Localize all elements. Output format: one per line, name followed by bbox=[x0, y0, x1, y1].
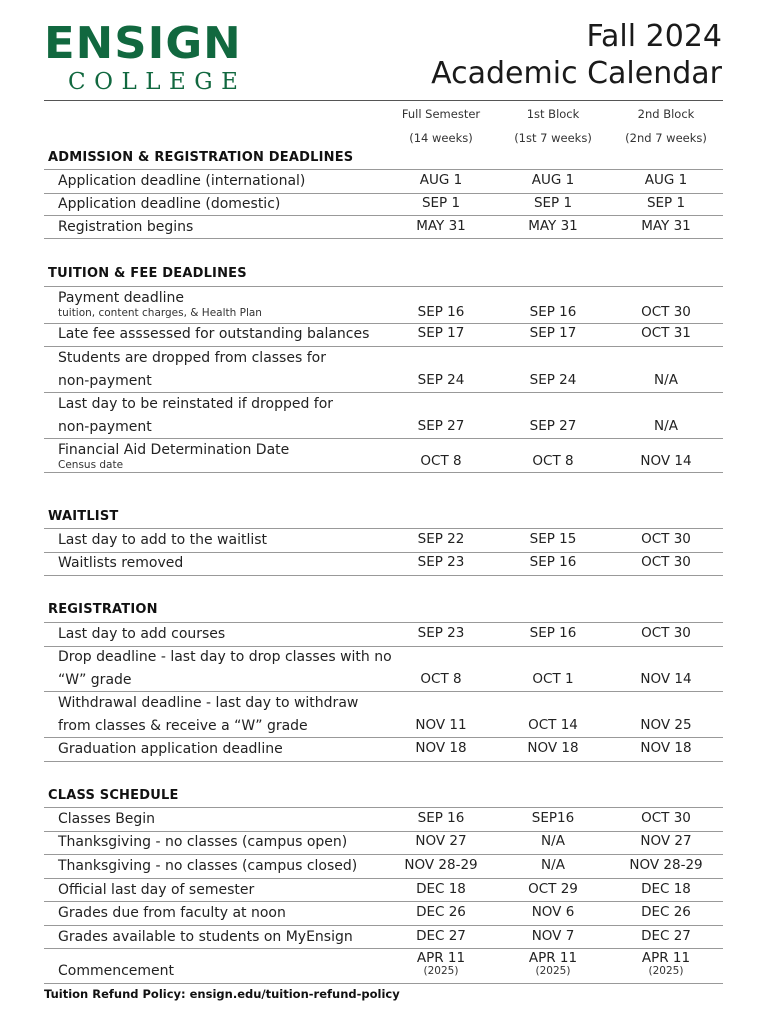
row-label: Official last day of semester bbox=[58, 882, 255, 898]
cell-2nd-block: NOV 18 bbox=[640, 740, 692, 756]
row-label-main: Financial Aid Determination Date bbox=[58, 442, 290, 458]
cell-full-semester: DEC 18 bbox=[416, 881, 466, 897]
section-title-waitlist: WAITLIST bbox=[48, 509, 119, 524]
cell-1st-block: MAY 31 bbox=[528, 218, 578, 234]
column-weeks: (1st 7 weeks) bbox=[514, 131, 592, 145]
row-label bbox=[58, 347, 326, 393]
cell-1st-block: SEP 16 bbox=[529, 625, 577, 641]
cell-year: (2025) bbox=[648, 965, 684, 977]
row-label: Grades due from faculty at noon bbox=[58, 905, 286, 921]
row-label: Application deadline (domestic) bbox=[58, 196, 281, 212]
cell-full-semester: OCT 8 bbox=[420, 453, 462, 469]
row-label bbox=[58, 692, 358, 738]
column-name: 2nd Block bbox=[637, 107, 695, 121]
cell-2nd-block: AUG 1 bbox=[644, 172, 688, 188]
cell-2nd-block: DEC 18 bbox=[641, 881, 691, 897]
table-row bbox=[44, 692, 723, 738]
cell-2nd-block: NOV 14 bbox=[640, 671, 692, 687]
cell-1st-block: SEP16 bbox=[531, 810, 575, 826]
cell-1st-block: AUG 1 bbox=[531, 172, 575, 188]
cell-1st-block: SEP 1 bbox=[533, 195, 573, 211]
title-term: Fall 2024 bbox=[586, 19, 722, 54]
cell-2nd-block: OCT 30 bbox=[641, 304, 691, 320]
cell-1st-block: NOV 18 bbox=[527, 740, 579, 756]
cell-year: (2025) bbox=[535, 965, 571, 977]
cell-full-semester: SEP 16 bbox=[417, 810, 465, 826]
cell-2nd-block: DEC 26 bbox=[641, 904, 691, 920]
cell-full-semester: SEP 17 bbox=[417, 325, 465, 341]
cell-full-semester: SEP 1 bbox=[421, 195, 461, 211]
table-row bbox=[44, 738, 723, 762]
cell-full-semester: MAY 31 bbox=[416, 218, 466, 234]
row-label-line1: Drop deadline - last day to drop classes with no bbox=[58, 649, 392, 665]
table-row bbox=[44, 646, 723, 692]
row-label: Classes Begin bbox=[58, 811, 156, 827]
cell-full-semester: NOV 28-29 bbox=[404, 857, 478, 873]
row-label-line2: from classes & receive a “W” grade bbox=[58, 718, 308, 734]
table-row bbox=[44, 528, 723, 553]
cell-1st-block: SEP 16 bbox=[529, 554, 577, 570]
column-name: Full Semester bbox=[401, 107, 481, 121]
table-row bbox=[44, 902, 723, 926]
row-label: Graduation application deadline bbox=[58, 741, 283, 757]
row-label: Thanksgiving - no classes (campus open) bbox=[58, 834, 348, 850]
table-row bbox=[44, 552, 723, 576]
cell-2nd-block: N/A bbox=[654, 418, 678, 434]
logo-wordmark-college: COLLEGE bbox=[68, 69, 247, 95]
cell-1st-block: OCT 14 bbox=[528, 717, 578, 733]
cell-2nd-block: NOV 25 bbox=[640, 717, 692, 733]
row-label: Application deadline (international) bbox=[58, 173, 306, 189]
row-label bbox=[58, 440, 289, 470]
row-label: Last day to add to the waitlist bbox=[58, 532, 268, 548]
table-row bbox=[44, 926, 723, 949]
row-label-line1: Last day to be reinstated if dropped for bbox=[58, 396, 334, 412]
table-row bbox=[44, 347, 723, 393]
table-row bbox=[44, 949, 723, 984]
row-label: Registration begins bbox=[58, 219, 194, 235]
cell-1st-block: N/A bbox=[541, 833, 565, 849]
cell-2nd-block: SEP 1 bbox=[646, 195, 686, 211]
cell-1st-block: OCT 8 bbox=[532, 453, 574, 469]
table-row bbox=[44, 193, 723, 216]
row-label-line1: Students are dropped from classes for bbox=[58, 350, 326, 366]
cell-date: APR 11 bbox=[416, 950, 466, 966]
cell-full-semester: NOV 27 bbox=[415, 833, 467, 849]
row-label: Grades available to students on MyEnsign bbox=[58, 929, 353, 945]
section-title-tuition: TUITION & FEE DEADLINES bbox=[48, 266, 247, 281]
table-row bbox=[44, 807, 723, 832]
title-subtitle: Academic Calendar bbox=[431, 56, 722, 91]
page-title bbox=[431, 18, 722, 92]
section-title-registration: REGISTRATION bbox=[48, 602, 158, 617]
column-weeks: (2nd 7 weeks) bbox=[625, 131, 707, 145]
cell-year: (2025) bbox=[423, 965, 459, 977]
header-divider bbox=[44, 100, 723, 101]
cell-date: APR 11 bbox=[641, 950, 691, 966]
cell-2nd-block: DEC 27 bbox=[641, 928, 691, 944]
row-label bbox=[58, 393, 333, 439]
column-name: 1st Block bbox=[526, 107, 580, 121]
cell-full-semester: SEP 27 bbox=[417, 418, 465, 434]
cell-full-semester: SEP 23 bbox=[417, 554, 465, 570]
ensign-college-logo bbox=[44, 18, 272, 96]
cell-2nd-block: OCT 30 bbox=[641, 625, 691, 641]
cell-full-semester: SEP 22 bbox=[417, 531, 465, 547]
cell-1st-block: NOV 7 bbox=[531, 928, 575, 944]
cell-1st-block: SEP 16 bbox=[529, 304, 577, 320]
cell-2nd-block: OCT 31 bbox=[641, 325, 691, 341]
cell-1st-block: SEP 15 bbox=[529, 531, 577, 547]
row-label-line2: non-payment bbox=[58, 373, 152, 389]
logo-wordmark-ensign: ENSIGN bbox=[44, 18, 242, 69]
table-row bbox=[44, 879, 723, 902]
table-row bbox=[44, 216, 723, 239]
cell-2nd-block: NOV 27 bbox=[640, 833, 692, 849]
table-row bbox=[44, 831, 723, 855]
column-header-1st-block bbox=[498, 102, 608, 150]
cell-2nd-block: MAY 31 bbox=[641, 218, 691, 234]
column-header-full-semester bbox=[386, 102, 496, 150]
cell-full-semester: NOV 18 bbox=[415, 740, 467, 756]
row-label-line2: non-payment bbox=[58, 419, 152, 435]
cell-2nd-block: N/A bbox=[654, 372, 678, 388]
section-title-admission: ADMISSION & REGISTRATION DEADLINES bbox=[48, 150, 354, 165]
cell-full-semester bbox=[386, 950, 496, 977]
cell-2nd-block: OCT 30 bbox=[641, 554, 691, 570]
cell-full-semester: AUG 1 bbox=[419, 172, 463, 188]
row-label bbox=[58, 288, 262, 318]
cell-full-semester: DEC 27 bbox=[416, 928, 466, 944]
cell-full-semester: SEP 23 bbox=[417, 625, 465, 641]
column-weeks: (14 weeks) bbox=[409, 131, 473, 145]
cell-full-semester: SEP 24 bbox=[417, 372, 465, 388]
table-row bbox=[44, 393, 723, 439]
cell-full-semester: DEC 26 bbox=[416, 904, 466, 920]
cell-2nd-block: NOV 28-29 bbox=[629, 857, 703, 873]
cell-1st-block: SEP 24 bbox=[529, 372, 577, 388]
cell-1st-block bbox=[498, 950, 608, 977]
cell-1st-block: SEP 17 bbox=[529, 325, 577, 341]
table-row bbox=[44, 855, 723, 879]
row-label-note: Census date bbox=[58, 459, 124, 471]
cell-full-semester: NOV 11 bbox=[415, 717, 467, 733]
row-label: Thanksgiving - no classes (campus closed) bbox=[58, 858, 358, 874]
cell-1st-block: NOV 6 bbox=[531, 904, 575, 920]
table-row bbox=[44, 323, 723, 347]
cell-full-semester: OCT 8 bbox=[420, 671, 462, 687]
row-label-line1: Withdrawal deadline - last day to withdraw bbox=[58, 695, 359, 711]
row-label: Last day to add courses bbox=[58, 626, 226, 642]
cell-1st-block: N/A bbox=[541, 857, 565, 873]
cell-2nd-block bbox=[611, 950, 721, 977]
row-label-main: Payment deadline bbox=[58, 290, 184, 306]
cell-1st-block: SEP 27 bbox=[529, 418, 577, 434]
table-row bbox=[44, 169, 723, 194]
row-label: Waitlists removed bbox=[58, 555, 184, 571]
cell-full-semester: SEP 16 bbox=[417, 304, 465, 320]
cell-2nd-block: OCT 30 bbox=[641, 810, 691, 826]
cell-1st-block: OCT 29 bbox=[528, 881, 578, 897]
cell-date: APR 11 bbox=[528, 950, 578, 966]
row-label-note: tuition, content charges, & Health Plan bbox=[58, 307, 262, 319]
cell-1st-block: OCT 1 bbox=[532, 671, 574, 687]
row-label-line2: “W” grade bbox=[58, 672, 132, 688]
column-header-2nd-block bbox=[611, 102, 721, 150]
table-row bbox=[44, 286, 723, 324]
table-row bbox=[44, 439, 723, 473]
refund-policy-footer: Tuition Refund Policy: ensign.edu/tuition-refund-policy bbox=[44, 987, 400, 1001]
cell-2nd-block: NOV 14 bbox=[640, 453, 692, 469]
cell-2nd-block: OCT 30 bbox=[641, 531, 691, 547]
row-label: Commencement bbox=[58, 963, 175, 979]
row-label bbox=[58, 646, 392, 692]
table-row bbox=[44, 622, 723, 647]
row-label: Late fee asssessed for outstanding balances bbox=[58, 326, 370, 342]
section-title-class-schedule: CLASS SCHEDULE bbox=[48, 788, 179, 803]
